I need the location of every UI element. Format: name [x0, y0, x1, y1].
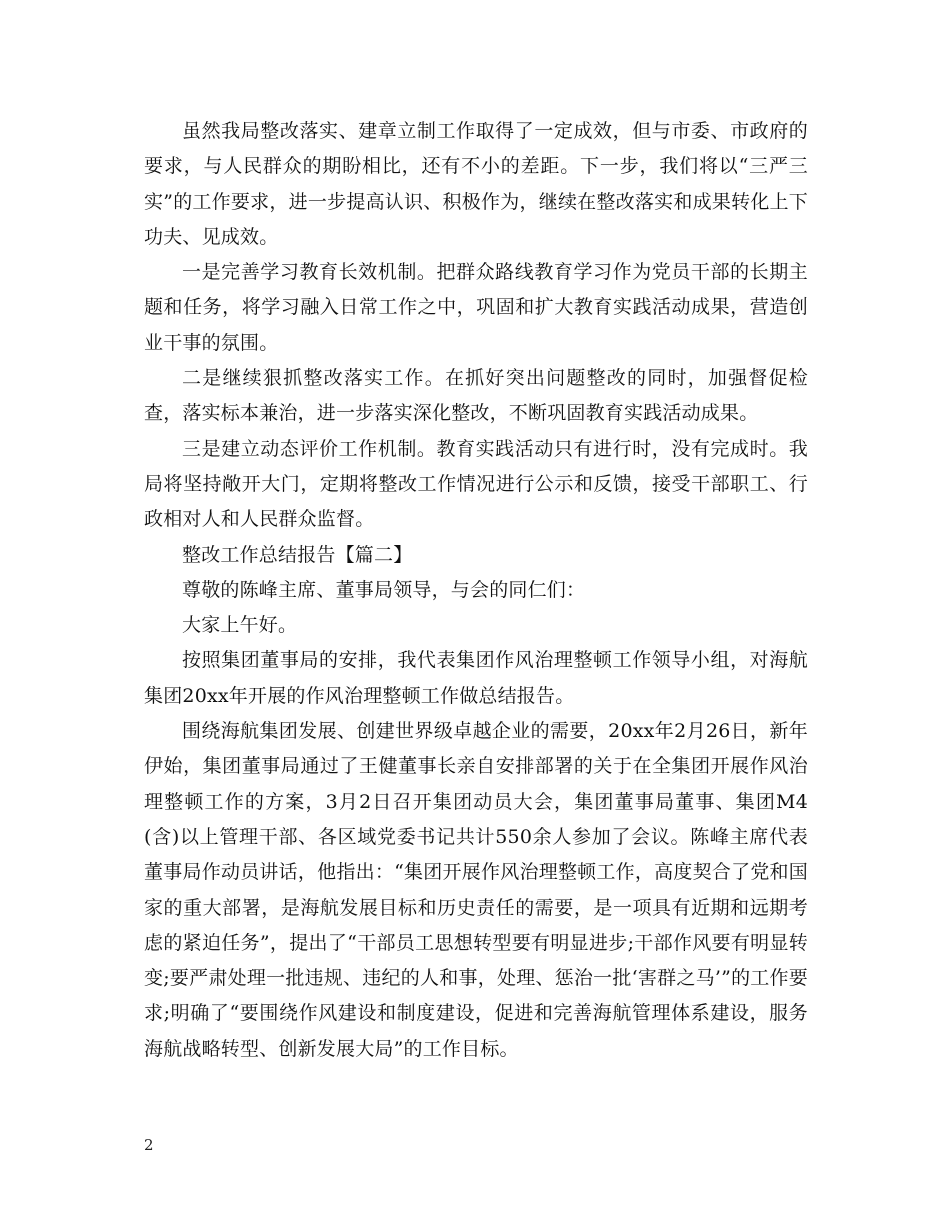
section-heading-part-two: 整改工作总结报告【篇二】	[182, 543, 413, 566]
paragraph-report-intro: 按照集团董事局的安排，我代表集团作风治理整顿工作领导小组，对海航集团20xx年开展的作风治理整顿工作做总结报告。	[144, 649, 808, 707]
greeting: 大家上午好。	[182, 614, 298, 637]
salutation: 尊敬的陈峰主席、董事局领导，与会的同仁们：	[182, 578, 586, 601]
document-body	[144, 114, 808, 1067]
paragraph-rectification-gap: 虽然我局整改落实、建章立制工作取得了一定成效，但与市委、市政府的要求，与人民群众的期盼相比，还有不小的差距。下一步，我们将以“三严三实”的工作要求，进一步提高认识、积极作为，继续在整改落实和成果转化上下功夫、见成效。	[144, 120, 808, 248]
paragraph-work-background: 围绕海航集团发展、创建世界级卓越企业的需要，20xx年2月26日，新年伊始，集团董事局通过了王健董事长亲自安排部署的关于在全集团开展作风治理整顿工作的方案，3月2日召开集团动员大会，集团董事局董事、集团M4(含)以上管理干部、各区域党委书记共计550余人参加了会议。陈峰主席代表董事局作动员讲话，他指出：“集团开展作风治理整顿工作，高度契合了党和国家的重大部署，是海航发展目标和历史责任的需要，是一项具有近期和远期考虑的紧迫任务”，提出了“干部员工思想转型要有明显进步;干部作风要有明显转变;要严肃处理一批违规、违纪的人和事，处理、惩治一批‘害群之马’”的工作要求;明确了“要围绕作风建设和制度建设，促进和完善海航管理体系建设，服务海航战略转型、创新发展大局”的工作目标。	[144, 720, 808, 1060]
paragraph-evaluation-mechanism: 三是建立动态评价工作机制。教育实践活动只有进行时，没有完成时。我局将坚持敞开大门，定期将整改工作情况进行公示和反馈，接受干部职工、行政相对人和人民群众监督。	[144, 437, 808, 531]
paragraph-learning-mechanism: 一是完善学习教育长效机制。把群众路线教育学习作为党员干部的长期主题和任务，将学习融入日常工作之中，巩固和扩大教育实践活动成果，营造创业干事的氛围。	[144, 261, 808, 354]
page-number: 2	[144, 1136, 154, 1154]
paragraph-rectification-implementation: 二是继续狠抓整改落实工作。在抓好突出问题整改的同时，加强督促检查，落实标本兼治，进一步落实深化整改，不断巩固教育实践活动成果。	[144, 367, 808, 425]
